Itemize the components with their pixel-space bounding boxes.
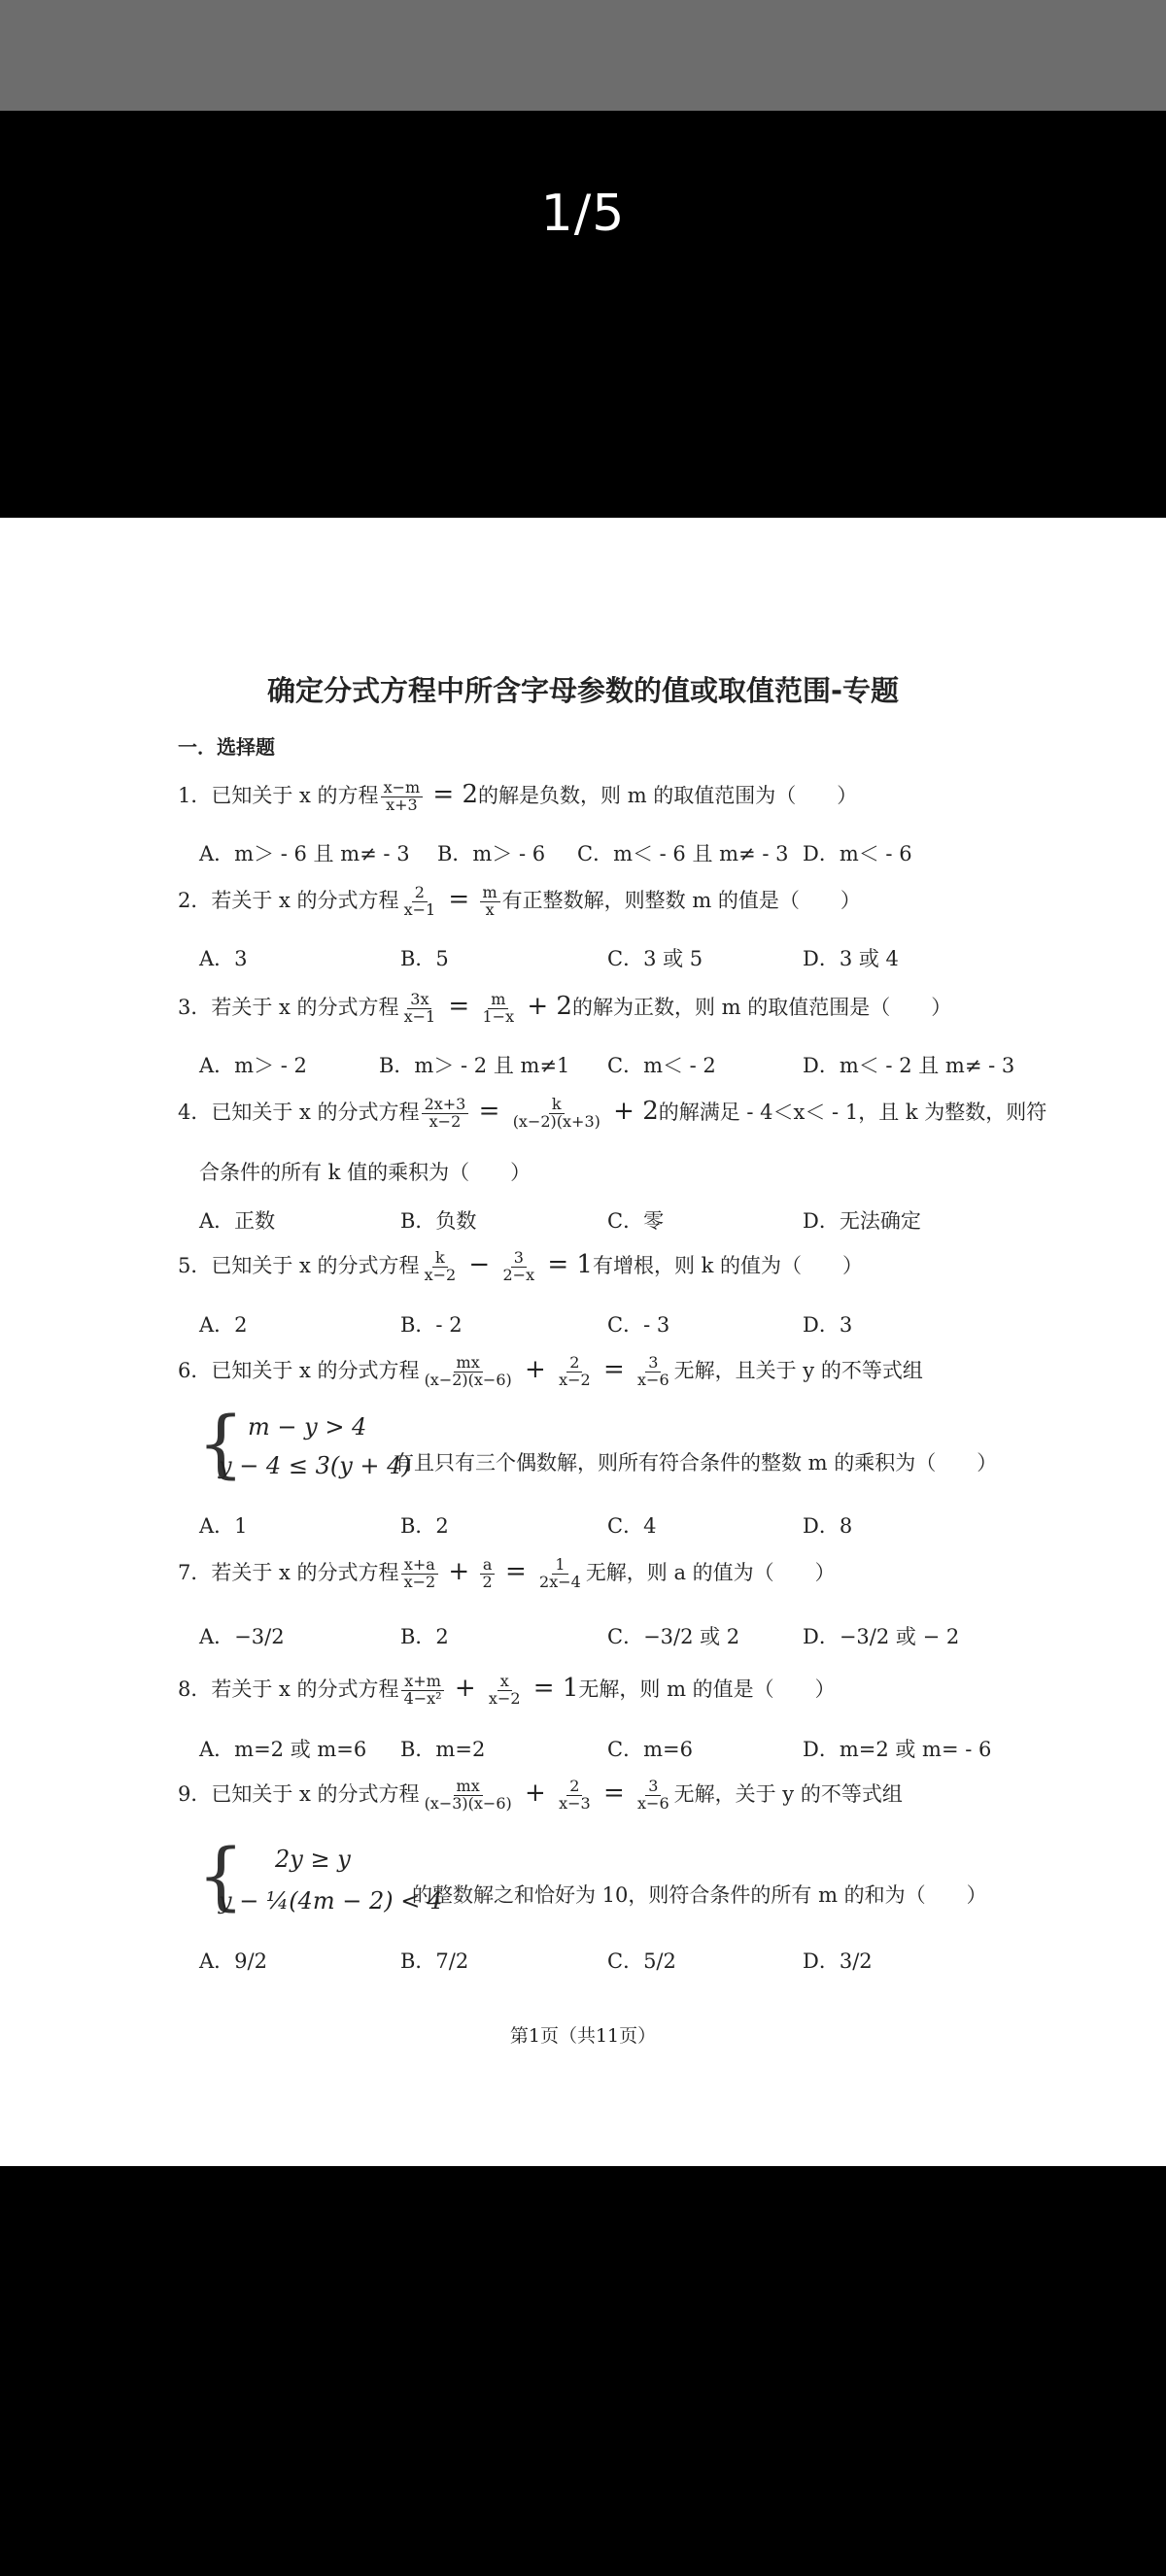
status-bar-area [0,0,1166,111]
q2-option-d: D．3 或 4 [803,947,899,970]
q7-option-b: B．2 [400,1625,449,1648]
q3-option-a: A．m＞ - 2 [199,1054,307,1077]
q1-option-d: D．m＜ - 6 [803,842,912,865]
q7-option-d: D．−3/2 或 − 2 [803,1625,960,1648]
q9-option-b: B．7/2 [400,1949,469,1973]
question-1: 1．已知关于 x 的方程 $\frac{x-m}{x+3}$ = 2的解是负数，则 m 的取值范围为（ ） [178,778,858,814]
question-7: 7．若关于 x 的分式方程 $\frac{x+a}{x-2}$ + $\frac{a}{2}$ = $\frac{1}{2x-4}$ 无解，则 a 的值为（ ） [178,1555,836,1591]
q1-option-c: C．m＜ - 6 且 m≠ - 3 [577,842,789,865]
page-counter: 1/5 [540,185,626,243]
question-8: 8．若关于 x 的分式方程 $\frac{x+m}{\text{4−x²}}$ + $\frac{x}{x-2}$ = 1无解，则 m 的值是（ ） [178,1672,836,1708]
q5-option-c: C．- 3 [607,1313,670,1337]
question-9-continued: 的整数解之和恰好为 10，则符合条件的所有 m 的和为（ ） [412,1883,987,1907]
q1-option-b: B．m＞ - 6 [437,842,546,865]
q5-option-a: A．2 [199,1313,248,1337]
q8-option-b: B．m=2 [400,1738,486,1761]
q6-system-brace: { [197,1400,245,1486]
question-4-continued: 合条件的所有 k 值的乘积为（ ） [199,1161,532,1184]
question-9: 9．已知关于 x 的分式方程 $\frac{mx}{(x-3)(x-6)}$ + $\frac{2}{x-3}$ = $\frac{3}{x-6}$ 无解，关于 y 的不等式组 [178,1777,903,1813]
q8-option-a: A．m=2 或 m=6 [199,1738,367,1761]
q8-option-d: D．m=2 或 m= - 6 [803,1738,992,1761]
document-title: 确定分式方程中所含字母参数的值或取值范围-专题 [266,674,900,707]
q4-option-b: B．负数 [400,1209,477,1233]
q8-option-c: C．m=6 [607,1738,693,1761]
q2-option-c: C．3 或 5 [607,947,703,970]
q9-option-a: A．9/2 [199,1949,267,1973]
page-footer: 第1页（共11页） [509,2025,657,2047]
q6-option-d: D．8 [803,1514,853,1538]
question-4: 4．已知关于 x 的分式方程 $\frac{2x+3}{x-2}$ = $\frac{k}{(x-2)(x+3)}$ + 2的解满足 - 4＜x＜ - 1，且 k 为整数，则符 [178,1095,1047,1131]
q7-option-c: C．−3/2 或 2 [607,1625,740,1648]
q3-option-c: C．m＜ - 2 [607,1054,716,1077]
section-heading: 一．选择题 [178,735,275,759]
q7-option-a: A．−3/2 [199,1625,285,1648]
document-page[interactable] [0,518,1166,2166]
q3-option-b: B．m＞ - 2 且 m≠1 [379,1054,570,1077]
q9-system-brace: { [197,1832,245,1918]
q6-option-b: B．2 [400,1514,449,1538]
q9-option-d: D．3/2 [803,1949,873,1973]
q1-option-a: A．m＞ - 6 且 m≠ - 3 [199,842,410,865]
q6-inequality-1: m − y > 4 [248,1413,367,1441]
q5-option-d: D．3 [803,1313,853,1337]
question-3: 3．若关于 x 的分式方程 $\frac{3x}{x-1}$ = $\frac{m}{1-x}$ + 2的解为正数，则 m 的取值范围是（ ） [178,990,952,1026]
question-6: 6．已知关于 x 的分式方程 $\frac{mx}{(x-2)(x-6)}$ + $\frac{2}{x-2}$ = $\frac{3}{x-6}$ 无解，且关于 y 的不等式组 [178,1353,923,1389]
q6-option-c: C．4 [607,1514,657,1538]
q9-option-c: C．5/2 [607,1949,676,1973]
q5-option-b: B．- 2 [400,1313,463,1337]
q4-option-a: A．正数 [199,1209,276,1233]
question-5: 5．已知关于 x 的分式方程 $\frac{k}{x-2}$ − $\frac{3}{2-x}$ = 1有增根，则 k 的值为（ ） [178,1248,864,1284]
q2-option-b: B．5 [400,947,449,970]
q4-option-c: C．零 [607,1209,665,1233]
question-6-continued: 有且只有三个偶数解，则所有符合条件的整数 m 的乘积为（ ） [394,1451,998,1474]
q6-inequality-2: y − 4 ≤ 3(y + 4) [219,1452,411,1479]
question-2: 2．若关于 x 的分式方程 $\frac{2}{x-1}$ = $\frac{m}{x}$ 有正整数解，则整数 m 的值是（ ） [178,883,861,919]
q2-option-a: A．3 [199,947,248,970]
q6-option-a: A．1 [199,1514,248,1538]
q4-option-d: D．无法确定 [803,1209,921,1233]
q9-inequality-1: 2y ≥ y [275,1846,351,1873]
q9-inequality-2: y − ¼(4m − 2) < 4 [219,1887,443,1915]
q3-option-d: D．m＜ - 2 且 m≠ - 3 [803,1054,1015,1077]
